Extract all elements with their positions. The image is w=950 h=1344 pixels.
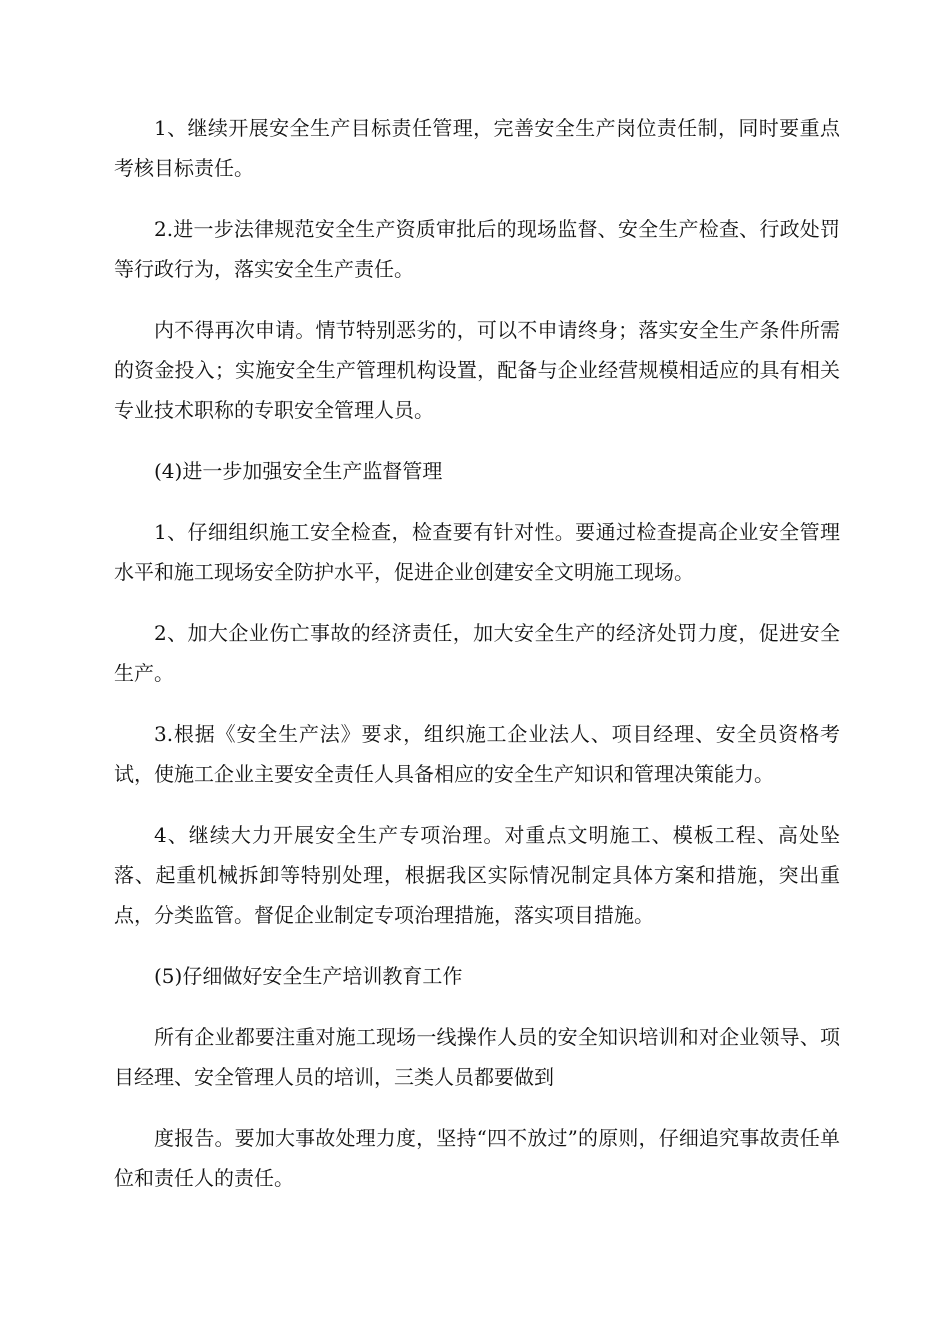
paragraph-target-responsibility: 1、继续开展安全生产目标责任管理，完善安全生产岗位责任制，同时要重点考核目标责任。 xyxy=(114,116,840,180)
paragraph-safety-inspection: 1、仔细组织施工安全检查，检查要有针对性。要通过检查提高企业安全管理水平和施工现场安全防护水平，促进企业创建安全文明施工现场。 xyxy=(114,520,840,584)
heading-training-education: (5)仔细做好安全生产培训教育工作 xyxy=(154,964,463,988)
paragraph-qualification-exam: 3.根据《安全生产法》要求，组织施工企业法人、项目经理、安全员资格考试，使施工企业主要安全责任人具备相应的安全生产知识和管理决策能力。 xyxy=(114,722,840,786)
paragraph-special-rectification: 4、继续大力开展安全生产专项治理。对重点文明施工、模板工程、高处坠落、起重机械拆卸等特别处理，根据我区实际情况制定具体方案和措施，突出重点，分类监管。督促企业制定专项治理措施，落实项目措施。 xyxy=(114,823,840,927)
paragraph-training-requirements: 所有企业都要注重对施工现场一线操作人员的安全知识培训和对企业领导、项目经理、安全管理人员的培训，三类人员都要做到 xyxy=(114,1025,840,1089)
paragraph-accident-handling: 度报告。要加大事故处理力度，坚持“四不放过”的原则，仔细追究事故责任单位和责任人的责任。 xyxy=(114,1126,840,1190)
paragraph-legal-supervision: 2.进一步法律规范安全生产资质审批后的现场监督、安全生产检查、行政处罚等行政行为，落实安全生产责任。 xyxy=(114,217,840,281)
paragraph-economic-responsibility: 2、加大企业伤亡事故的经济责任，加大安全生产的经济处罚力度，促进安全生产。 xyxy=(114,621,840,685)
paragraph-reapplication-rules: 内不得再次申请。情节特别恶劣的，可以不申请终身；落实安全生产条件所需的资金投入；实施安全生产管理机构设置，配备与企业经营规模相适应的具有相关专业技术职称的专职安全管理人员。 xyxy=(114,318,840,422)
document-body xyxy=(114,108,840,1219)
heading-supervision-management: (4)进一步加强安全生产监督管理 xyxy=(154,459,443,483)
